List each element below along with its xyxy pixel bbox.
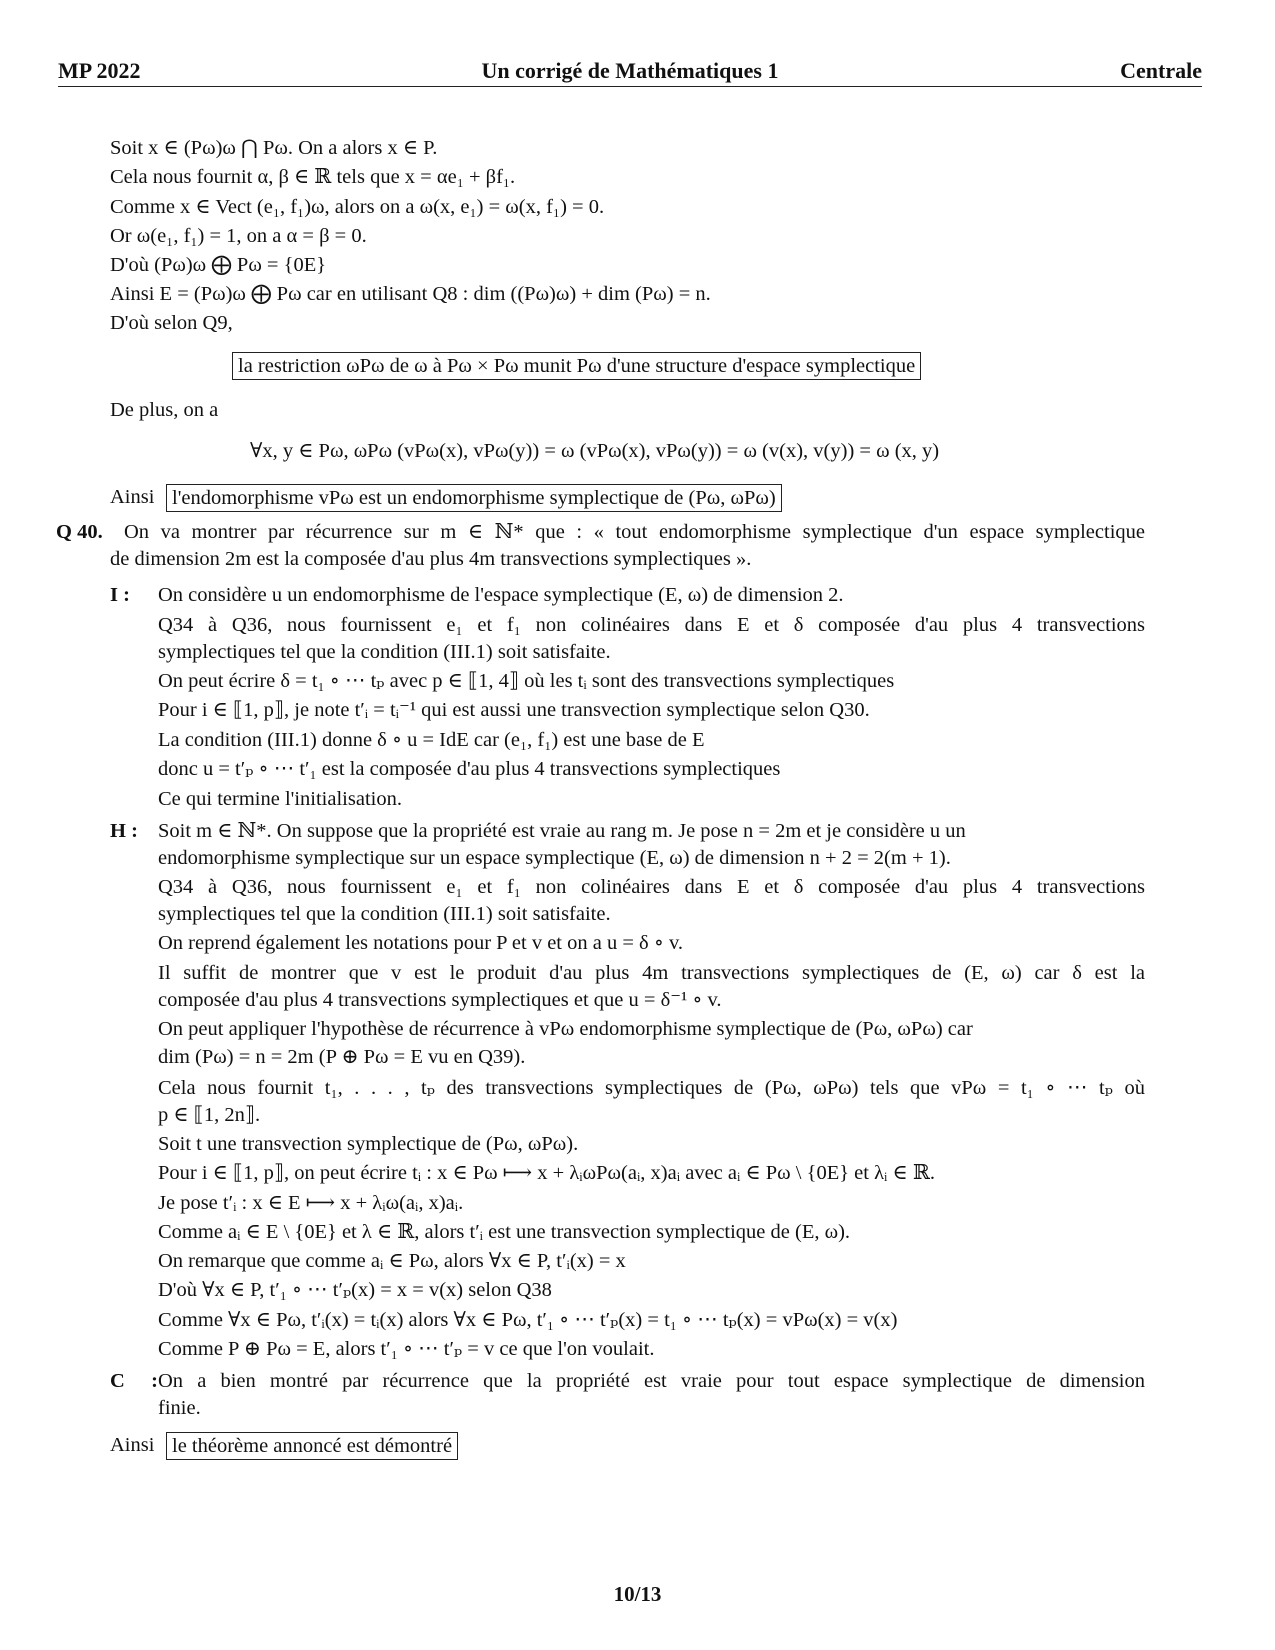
boxed-result-restriction: la restriction ωPω de ω à Pω × Pω munit Pω d'une structure d'espace symplectique xyxy=(232,352,921,380)
text-line: De plus, on a xyxy=(110,399,219,421)
text-ainsi: Ainsi xyxy=(110,1434,155,1456)
text-line: On reprend également les notations pour P et v et on a u = δ ∘ v. xyxy=(158,932,684,954)
text-line: Pour i ∈ ⟦1, p⟧, on peut écrire tᵢ : x ∈ Pω ⟼ x + λᵢωPω(aᵢ, x)aᵢ avec aᵢ ∈ Pω \ {0E} et λᵢ ∈ ℝ. xyxy=(158,1162,935,1184)
text-line: Comme ∀x ∈ Pω, t′ᵢ(x) = tᵢ(x) alors ∀x ∈ Pω, t′₁ ∘ ⋯ t′ₚ(x) = t₁ ∘ ⋯ tₚ(x) = vPω(x) = v(x) xyxy=(158,1309,898,1331)
header-right: Centrale xyxy=(1120,58,1202,83)
text-line: On remarque que comme aᵢ ∈ Pω, alors ∀x ∈ P, t′ᵢ(x) = x xyxy=(158,1250,626,1272)
concl-step xyxy=(110,1368,1145,1394)
step-label-init: I : xyxy=(110,584,130,606)
text-line: finie. xyxy=(158,1397,201,1419)
text-line: Soit m ∈ ℕ*. On suppose que la propriété est vraie au rang m. Je pose n = 2m et je considère u un xyxy=(158,820,966,842)
text-line: Comme x ∈ Vect (e₁, f₁)ω, alors on a ω(x, e₁) = ω(x, f₁) = 0. xyxy=(110,196,605,218)
text-line: endomorphisme symplectique sur un espace symplectique (E, ω) de dimension n + 2 = 2(m + 1). xyxy=(158,847,951,869)
text-line: D'où ∀x ∈ P, t′₁ ∘ ⋯ t′ₚ(x) = x = v(x) selon Q38 xyxy=(158,1279,552,1301)
text-line: de dimension 2m est la composée d'au plus 4m transvections symplectiques ». xyxy=(110,548,752,570)
header-title: Un corrigé de Mathématiques 1 xyxy=(481,58,779,83)
boxed-result-theorem: le théorème annoncé est démontré xyxy=(166,1432,458,1460)
init-step xyxy=(110,582,844,608)
text-line: Il suffit de montrer que v est le produit d'au plus 4m transvections symplectiques de (E, ω) car δ est la xyxy=(158,962,1145,984)
text-line: On peut écrire δ = t₁ ∘ ⋯ tₚ avec p ∈ ⟦1, 4⟧ où les tᵢ sont des transvections symplectiques xyxy=(158,670,895,692)
text-line: Comme aᵢ ∈ E \ {0E} et λ ∈ ℝ, alors t′ᵢ est une transvection symplectique de (E, ω). xyxy=(158,1221,851,1243)
text-line: On considère u un endomorphisme de l'espace symplectique (E, ω) de dimension 2. xyxy=(158,584,844,606)
step-label-concl: C : xyxy=(110,1370,158,1392)
text-line: Cela nous fournit t₁, . . . , tₚ des transvections symplectiques de (Pω, ωPω) tels que vPω = t₁ ∘ ⋯ tₚ où xyxy=(158,1077,1145,1099)
text-line: Soit x ∈ (Pω)ω ⋂ Pω. On a alors x ∈ P. xyxy=(110,137,438,159)
text-ainsi: Ainsi xyxy=(110,486,155,508)
text-line: Je pose t′ᵢ : x ∈ E ⟼ x + λᵢω(aᵢ, x)aᵢ. xyxy=(158,1192,464,1214)
equation-display: ∀x, y ∈ Pω, ωPω (vPω(x), vPω(y)) = ω (vPω(x), vPω(y)) = ω (v(x), v(y)) = ω (x, y) xyxy=(250,440,940,462)
text-line: On va montrer par récurrence sur m ∈ ℕ* que : « tout endomorphisme symplectique d'un espace symplectique xyxy=(124,521,1145,543)
page-header xyxy=(58,56,1202,87)
boxed-result-endomorphism: l'endomorphisme vPω est un endomorphisme symplectique de (Pω, ωPω) xyxy=(166,484,782,512)
step-label-hered: H : xyxy=(110,820,138,842)
text-line: D'où (Pω)ω ⨁ Pω = {0E} xyxy=(110,254,327,276)
text-line: Q34 à Q36, nous fournissent e₁ et f₁ non colinéaires dans E et δ composée d'au plus 4 transvections xyxy=(158,876,1145,898)
hered-step xyxy=(110,818,966,844)
text-line: p ∈ ⟦1, 2n⟧. xyxy=(158,1104,261,1126)
text-line: symplectiques tel que la condition (III.1) soit satisfaite. xyxy=(158,903,611,925)
text-line: symplectiques tel que la condition (III.1) soit satisfaite. xyxy=(158,641,611,663)
text-line: On peut appliquer l'hypothèse de récurrence à vPω endomorphisme symplectique de (Pω, ωPω) car xyxy=(158,1018,973,1040)
text-line: La condition (III.1) donne δ ∘ u = IdE car (e₁, f₁) est une base de E xyxy=(158,729,705,751)
text-line: Or ω(e₁, f₁) = 1, on a α = β = 0. xyxy=(110,225,367,247)
text-line: dim (Pω) = n = 2m (P ⊕ Pω = E vu en Q39). xyxy=(158,1046,526,1068)
page-number: 10/13 xyxy=(613,1582,662,1606)
text-line: On a bien montré par récurrence que la propriété est vraie pour tout espace symplectique de dimension xyxy=(158,1370,1145,1392)
text-line: Comme P ⊕ Pω = E, alors t′₁ ∘ ⋯ t′ₚ = v ce que l'on voulait. xyxy=(158,1338,655,1360)
text-line: D'où selon Q9, xyxy=(110,312,233,334)
text-line: Ce qui termine l'initialisation. xyxy=(158,788,402,810)
text-line: composée d'au plus 4 transvections symplectiques et que u = δ⁻¹ ∘ v. xyxy=(158,989,722,1011)
text-line: Ainsi E = (Pω)ω ⨁ Pω car en utilisant Q8 : dim ((Pω)ω) + dim (Pω) = n. xyxy=(110,283,711,305)
header-left: MP 2022 xyxy=(58,58,141,83)
text-line: Pour i ∈ ⟦1, p⟧, je note t′ᵢ = tᵢ⁻¹ qui est aussi une transvection symplectique selon Q30. xyxy=(158,699,870,721)
question-label: Q 40. xyxy=(56,521,103,543)
text-line: Q34 à Q36, nous fournissent e₁ et f₁ non colinéaires dans E et δ composée d'au plus 4 transvections xyxy=(158,614,1145,636)
text-line: donc u = t′ₚ ∘ ⋯ t′₁ est la composée d'au plus 4 transvections symplectiques xyxy=(158,758,781,780)
text-line: Soit t une transvection symplectique de (Pω, ωPω). xyxy=(158,1133,579,1155)
text-line: Cela nous fournit α, β ∈ ℝ tels que x = αe₁ + βf₁. xyxy=(110,166,516,188)
